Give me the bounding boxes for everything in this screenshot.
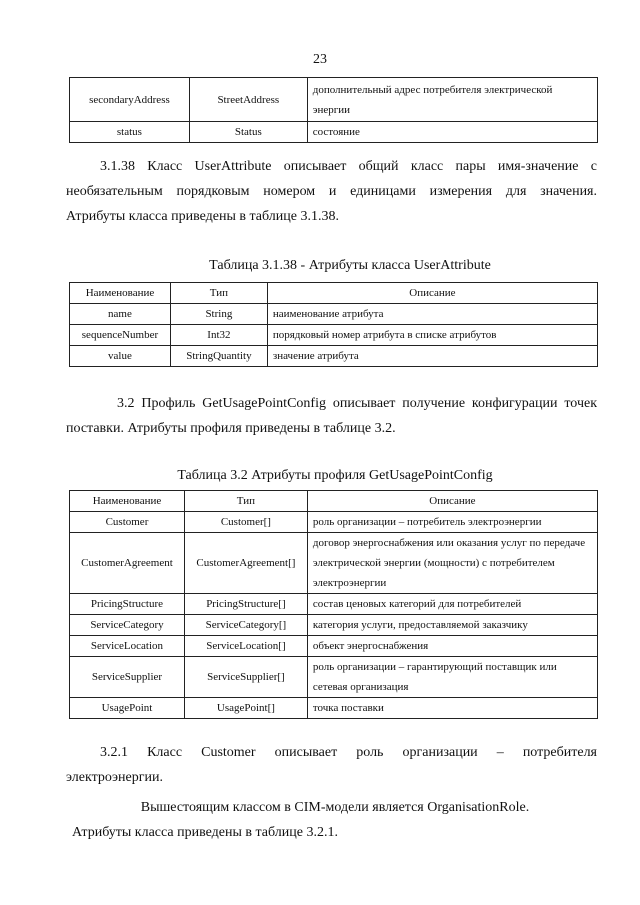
table-cell-desc: наименование атрибута [267,304,597,325]
table-cell-name: value [70,346,171,367]
table-cell-type: ServiceSupplier[] [184,657,307,698]
table-cell-desc: порядковый номер атрибута в списке атрибутов [267,325,597,346]
table-header-desc: Описание [307,491,597,512]
table-cell-type: StringQuantity [170,346,267,367]
table-header-name: Наименование [70,491,185,512]
table-cell-type: ServiceLocation[] [184,636,307,657]
table-row [70,304,598,325]
table-cell-name: name [70,304,171,325]
table-cell-name: PricingStructure [70,594,185,615]
paragraph-profile-line2: поставки. Атрибуты профиля приведены в таблице 3.2. [66,421,396,436]
table-cell-name: ServiceCategory [70,615,185,636]
table-cell-type: ServiceCategory[] [184,615,307,636]
paragraph-profile-line1: 3.2 Профиль GetUsagePointConfig описывает получение конфигурации точек [117,396,597,411]
table-cell-type: Int32 [170,325,267,346]
continuation-table [69,77,598,143]
page-number: 23 [313,52,327,67]
table-profile-attributes [69,490,598,719]
paragraph-superclass: Вышестоящим классом в CIM-модели является OrganisationRole. [140,800,530,815]
table-cell-type: CustomerAgreement[] [184,533,307,594]
table-row [70,78,598,122]
table-cell-type: Status [189,122,307,143]
table-header-row [70,491,598,512]
paragraph-customer-line1: 3.2.1 Класс Customer описывает роль организации – потребителя [100,745,597,760]
table-row [70,325,598,346]
table-cell-type: StreetAddress [189,78,307,122]
table-cell-name: Customer [70,512,185,533]
table-cell-name: ServiceSupplier [70,657,185,698]
table-row [70,512,598,533]
paragraph-customer-line2: электроэнергии. [66,770,163,785]
table-cell-type: String [170,304,267,325]
table-row [70,698,598,719]
table-cell-name: CustomerAgreement [70,533,185,594]
table-cell-type: UsagePoint[] [184,698,307,719]
paragraph-user-attribute-line3: Атрибуты класса приведены в таблице 3.1.38. [66,209,339,224]
table-cell-desc: состояние [307,122,597,143]
paragraph-user-attribute-line1: 3.1.38 Класс UserAttribute описывает общий класс пары имя-значение с [100,159,597,174]
table-cell-desc: значение атрибута [267,346,597,367]
table-header-row [70,283,598,304]
table-row [70,346,598,367]
table-caption-3-2: Таблица 3.2 Атрибуты профиля GetUsagePointConfig [177,468,493,483]
table-cell-name: ServiceLocation [70,636,185,657]
table-cell-desc: объект энергоснабжения [307,636,597,657]
paragraph-user-attribute-line2: необязательным порядковым номером и единицами измерения для значения. [66,184,597,199]
table-header-type: Тип [184,491,307,512]
table-user-attribute [69,282,598,367]
table-caption-3-1-38: Таблица 3.1.38 - Атрибуты класса UserAttribute [209,258,491,273]
table-row [70,636,598,657]
table-header-name: Наименование [70,283,171,304]
paragraph-attributes-ref: Атрибуты класса приведены в таблице 3.2.1. [72,825,338,840]
table-cell-type: PricingStructure[] [184,594,307,615]
table-row [70,615,598,636]
table-cell-desc: роль организации – гарантирующий поставщик или сетевая организация [307,657,597,698]
table-row [70,657,598,698]
table-row [70,533,598,594]
table-cell-desc: состав ценовых категорий для потребителей [307,594,597,615]
table-cell-name: UsagePoint [70,698,185,719]
table-cell-name: sequenceNumber [70,325,171,346]
table-cell-desc: дополнительный адрес потребителя электрической энергии [307,78,597,122]
table-cell-desc: роль организации – потребитель электроэнергии [307,512,597,533]
table-cell-desc: категория услуги, предоставляемой заказчику [307,615,597,636]
table-cell-type: Customer[] [184,512,307,533]
table-cell-desc: точка поставки [307,698,597,719]
table-header-desc: Описание [267,283,597,304]
table-row [70,594,598,615]
table-header-type: Тип [170,283,267,304]
table-cell-name: secondaryAddress [70,78,190,122]
table-row [70,122,598,143]
table-cell-desc: договор энергоснабжения или оказания услуг по передаче электрической энергии (мощности) с потребителем электроэнергии [307,533,597,594]
table-cell-name: status [70,122,190,143]
